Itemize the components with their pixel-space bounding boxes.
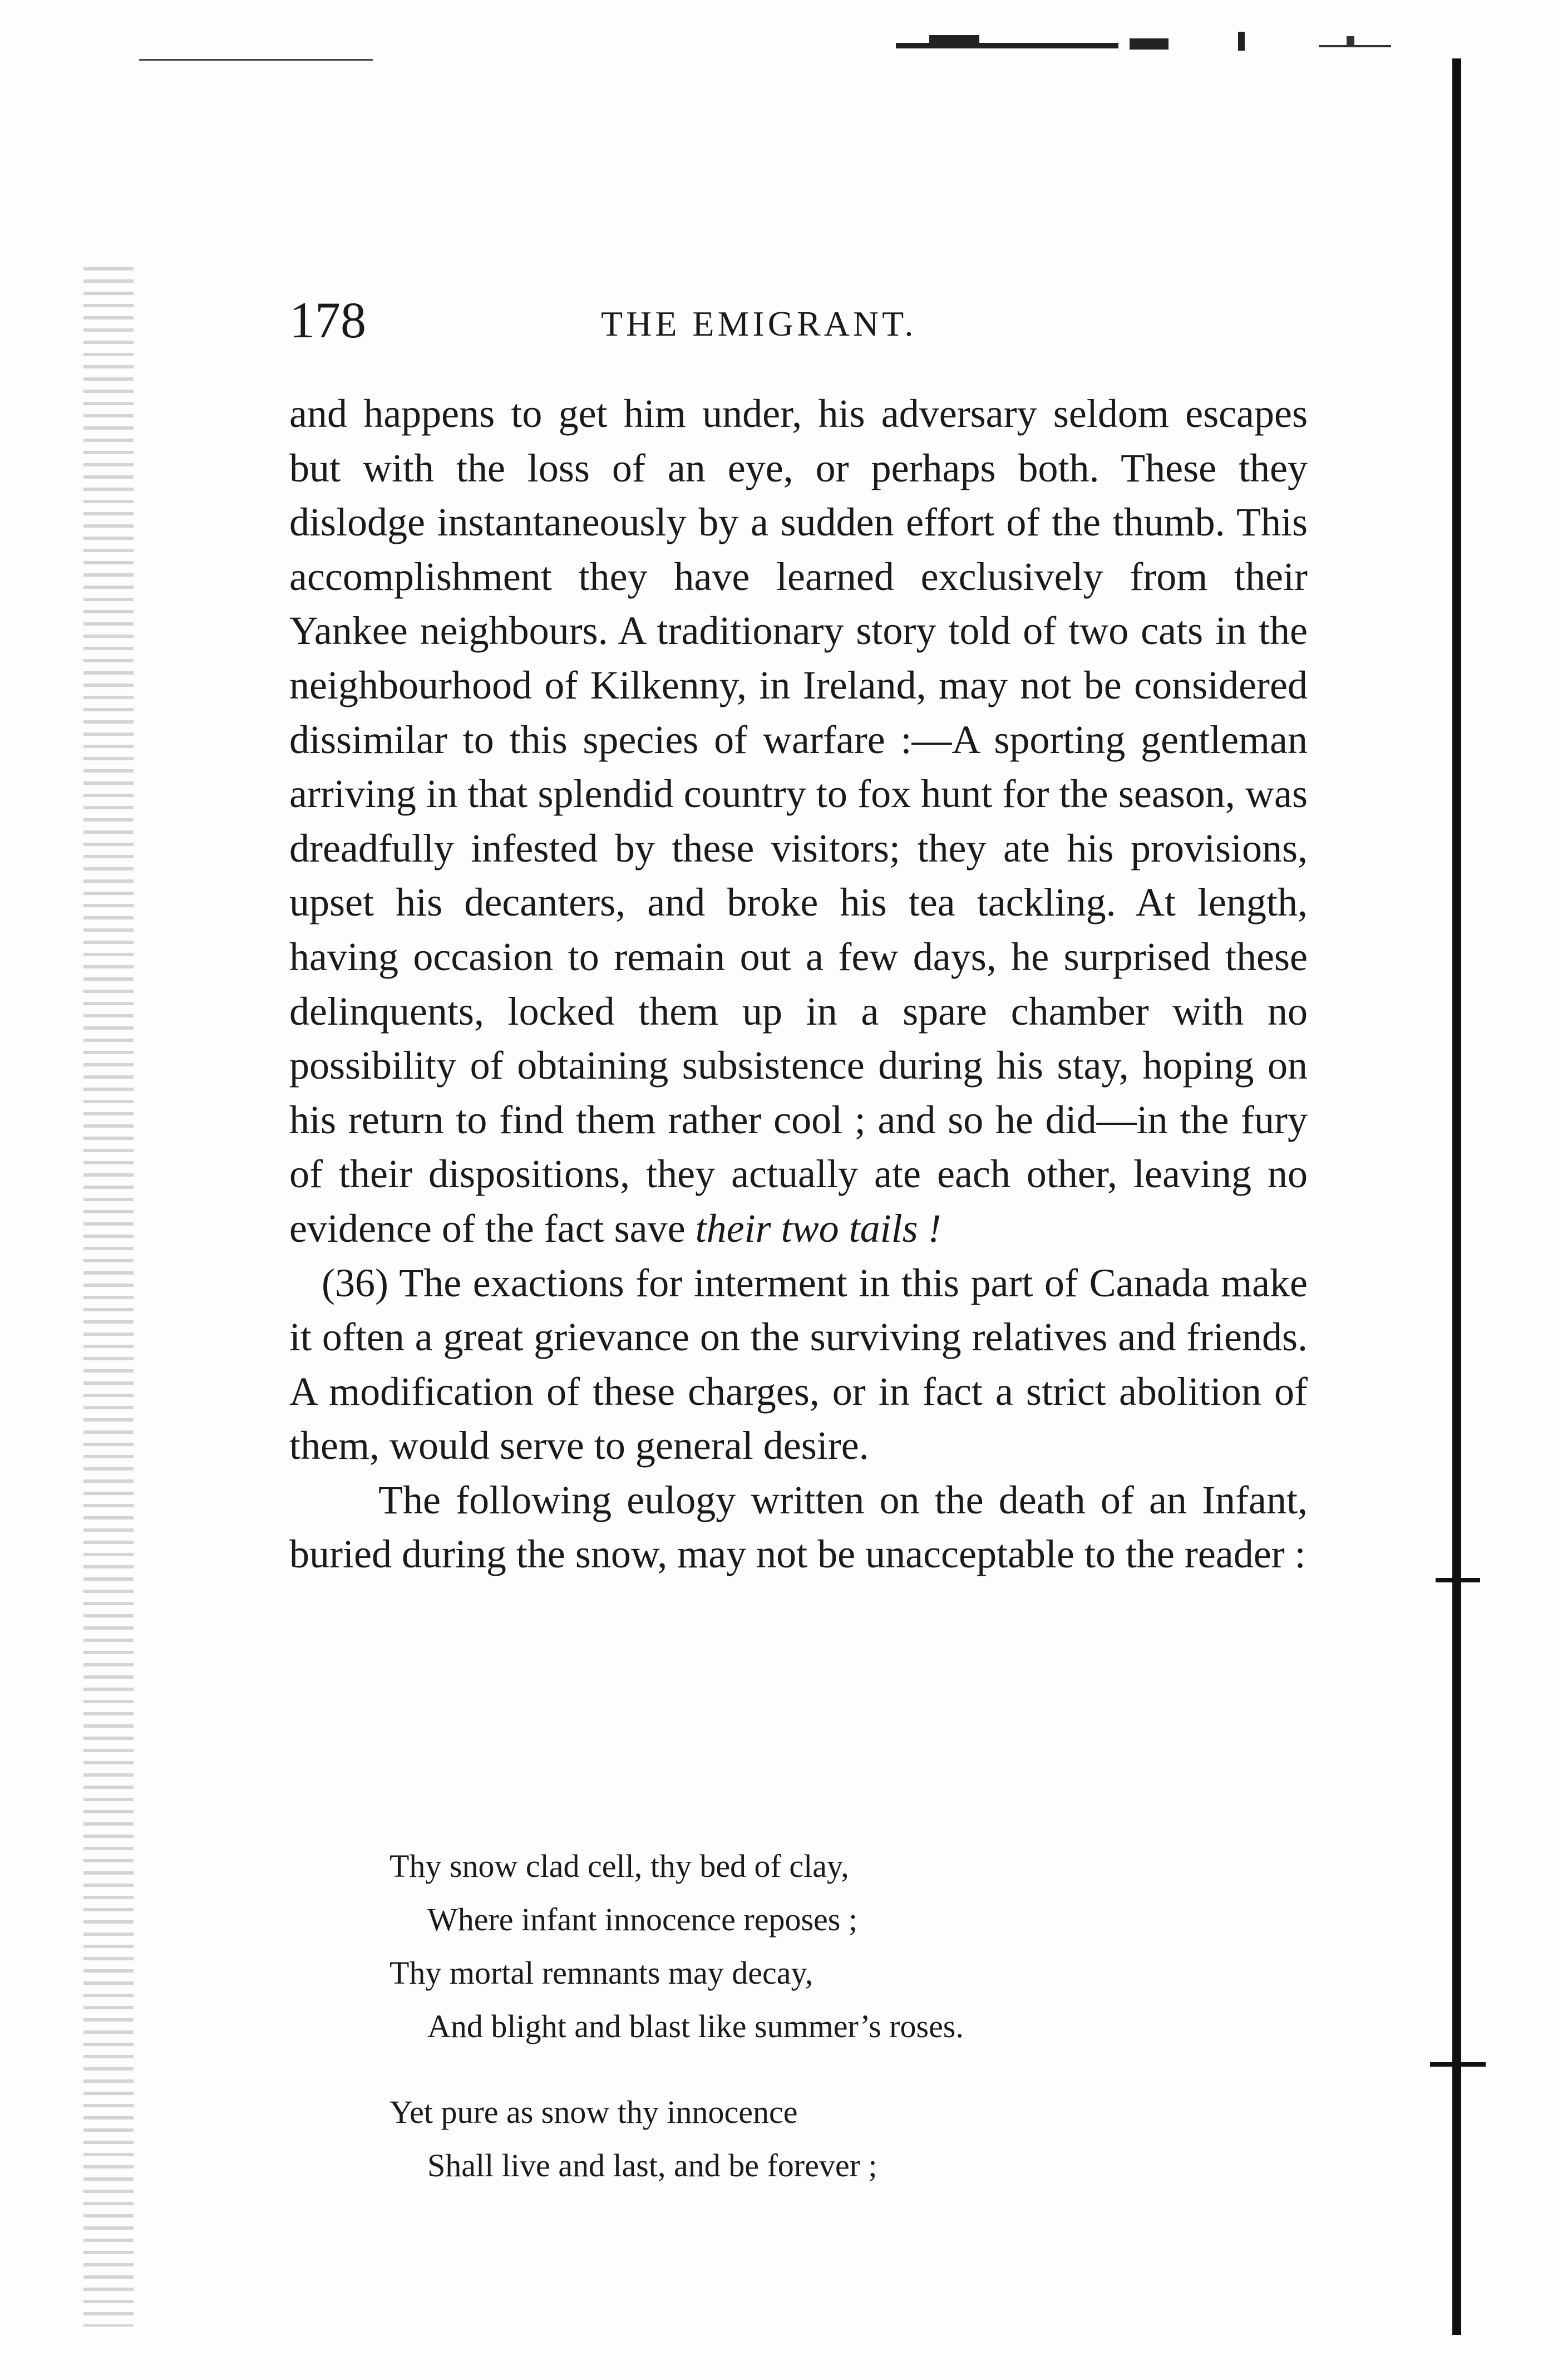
italic-text: their two tails !: [695, 1206, 941, 1251]
poem-line: Yet pure as snow thy innocence: [390, 2094, 798, 2130]
running-head: THE EMIGRANT.: [601, 304, 917, 343]
poem-line: Shall live and last, and be forever ;: [427, 2147, 877, 2184]
scan-top-rule: [139, 59, 373, 61]
paragraph-text: (36) The exactions for interment in this part of Canada make it often a great grievance on the surviving relatives and friends. A modification of these charges, or in fact a strict abolition of them, would serve to general desire.: [289, 1260, 1308, 1468]
poem: [390, 1840, 1224, 2225]
scan-binding-edge: [83, 267, 134, 2327]
poem-line: Thy mortal remnants may decay,: [390, 1955, 814, 1991]
scan-top-marks: [896, 31, 1424, 53]
paragraph: [289, 1473, 1308, 1582]
poem-line: And blight and blast like summer’s roses.: [427, 2008, 964, 2044]
poem-line: Where infant innocence reposes ;: [427, 1901, 857, 1938]
poem-stanza: [390, 2086, 1224, 2192]
page-header: [289, 289, 1308, 351]
body-text: [289, 387, 1308, 1582]
scan-right-edge: [1452, 58, 1461, 2335]
scan-right-tick: [1430, 2062, 1486, 2067]
paragraph-text: and happens to get him under, his adversary seldom escapes but with the loss of an eye, or perhaps both. These they dislodge instantaneously by a sudden effort of the thumb. This accomplishment they have learned exclusively from their Yankee neighbours. A traditionary story told of two cats in the neighbourhood of Kilkenny, in Ireland, may not be considered dissimilar to this species of warfare :—A sporting gentleman arriving in that splendid country to fox hunt for the season, was dreadfully infested by these visitors; they ate his provisions, upset his decanters, and broke his tea tackling. At length, having occasion to remain out a few days, he surprised these delinquents, locked them up in a spare chamber with no possibility of obtaining subsistence during his stay, hoping on his return to find them rather cool ; and so he did—in the fury of their dispositions, they actually ate each other, leaving no evidence of the fact save: [289, 391, 1308, 1251]
paragraph: [289, 387, 1308, 1256]
poem-line: Thy snow clad cell, thy bed of clay,: [390, 1848, 849, 1884]
scan-right-tick: [1436, 1578, 1480, 1582]
page-number: 178: [289, 292, 366, 348]
paragraph: [289, 1256, 1308, 1473]
poem-stanza: [390, 1840, 1224, 2053]
paragraph-text: The following eulogy written on the death of an Infant, buried during the snow, may not be unacceptable to the reader :: [289, 1477, 1308, 1577]
